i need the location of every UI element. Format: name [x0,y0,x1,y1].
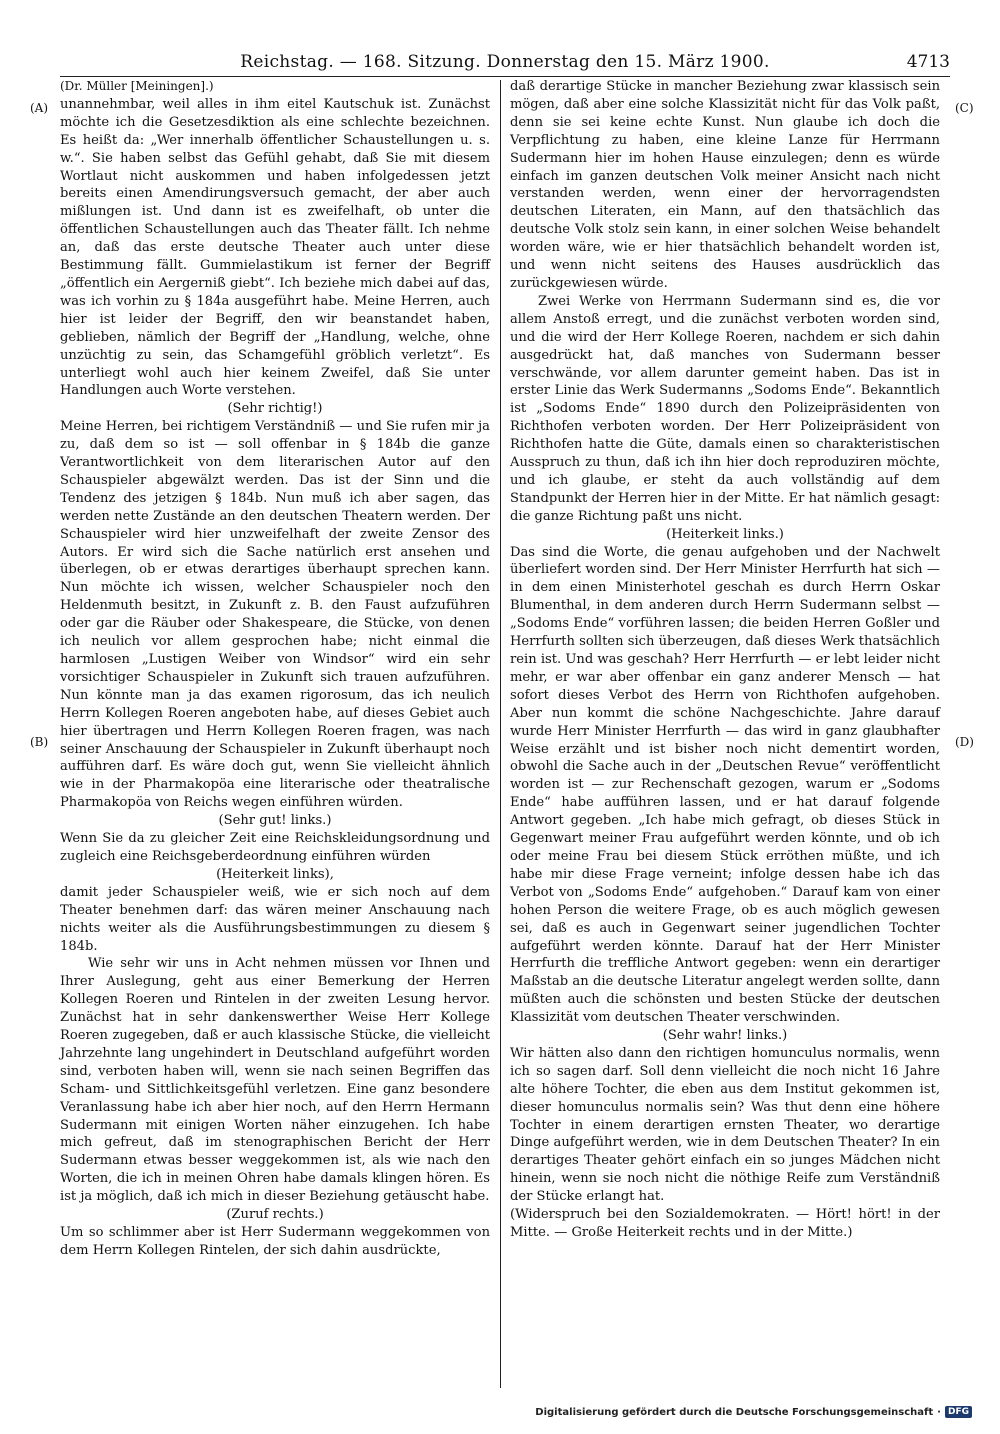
paragraph: unannehmbar, weil alles in ihm eitel Kautschuk ist. Zunächst möchte ich die Gesetzesdiktion als eine schlechte bezeichnen. Es heißt da: „Wer innerhalb öffentlicher Schaustellungen u. s. w.“. Sie haben selbst das Gefühl gehabt, daß Sie mit diesem Wortlaut nicht auskommen und haben infolgedessen jetzt bereits einen Amendirungsversuch gemacht, der aber auch mißlungen ist. Und dann ist es zweifelhaft, ob unter die öffentlichen Schaustellungen auch das Theater fällt. Ich nehme an, daß das erste deutsche Theater auch unter diese Bestimmung fällt. Gummielastikum ist ferner der Begriff „öffentlich ein Aergerniß giebt“. Ich beziehe mich dabei auf das, was ich vorhin zu § 184a ausgeführt habe. Meine Herren, auch hier ist leider der Begriff, den wir beanstandet haben, geblieben, nämlich der Begriff der „Handlung, welche, ohne unzüchtig zu sein, das Schamgefühl gröblich verletzt“. Es unterliegt wohl auch hier keinem Zweifel, daß Sie unter Handlungen auch Worte verstehen. [60,96,490,399]
page-title: Reichstag. — 168. Sitzung. Donnerstag den 15. März 1900. [240,52,770,72]
interjection: (Heiterkeit links.) [666,526,784,542]
dfg-logo-icon: DFG [945,1406,972,1418]
interjection: (Zuruf rechts.) [226,1207,324,1223]
paragraph: damit jeder Schauspieler weiß, wie er sich noch auf dem Theater benehmen darf: das wären meiner Anschauung nach nichts weiter als die Ausführungsbestimmungen zu diesem § 184b. [60,884,490,954]
margin-marker-c: (C) [955,101,974,115]
margin-marker-a: (A) [30,101,49,115]
margin-marker-b: (B) [30,735,49,749]
page-number: 4713 [906,52,950,72]
left-column [60,78,490,1260]
paragraph: Das sind die Worte, die genau aufgehoben und der Nachwelt überliefert worden sind. Der Herr Minister Herrfurth hat sich — in dem einen Ministerhotel geschah es durch Herrn Oskar Blumenthal, in dem anderen durch Herrn Sudermann selbst — „Sodoms Ende“ vorführen lassen; die beiden Herren Goßler und Herrfurth sollten sich überzeugen, daß dieses Werk thatsächlich rein ist. Und was geschah? Herr Herrfurth — er lebt leider nicht mehr, er war aber offenbar ein ganz anderer Mensch — hat sofort dieses Verbot des Herrn von Richthofen aufgehoben. Aber nun kommt die schöne Nachgeschichte. Jahre darauf wurde Herr Minister Herrfurth — das wird in ganz glaubhafter Weise erzählt und ist bisher noch nicht dementirt worden, obwohl die Sache auch in der „Deutschen Revue“ veröffentlicht worden ist — zur Rechenschaft gezogen, warum er „Sodoms Ende“ habe aufführen lassen, und er hat darauf folgende Antwort gegeben. „Ich habe mich gefragt, ob dieses Stück in Gegenwart meiner Frau aufgeführt werden könnte, und ob ich oder meine Frau bei diesem Stück erröthen müßte, und ich habe mir diese Frage verneint; infolge dessen habe ich das Verbot von „Sodoms Ende“ aufgehoben.“ Darauf kam von einer hohen Person die weitere Frage, ob es auch möglich gewesen sei, daß es auch in Gegenwart seiner jugendlichen Tochter aufgeführt werden könnte. Darauf hat der Herr Minister Herrfurth die treffliche Antwort gegeben: wenn ein derartiger Maßstab an die deutsche Literatur angelegt werden sollte, dann müßten auch die schönsten und besten Stücke der deutschen Klassizität vom deutschen Theater verschwinden. [510,544,940,1026]
paragraph: Wie sehr wir uns in Acht nehmen müssen vor Ihnen und Ihrer Auslegung, geht aus einer Bemerkung der Herren Kollegen Roeren und Rintelen in der zweiten Lesung hervor. Zunächst hat in sehr dankenswerther Weise Herr Kollege Roeren zugegeben, daß er auch klassische Stücke, die vielleicht Jahrzehnte lang ungehindert in Deutschland aufgeführt worden sind, verboten haben will, wenn sie nach seinen Begriffen das Scham- und Sittlichkeitsgefühl verletzen. Eine ganz besondere Veranlassung habe ich aber hier noch, auf den Herrn Hermann Sudermann mit einigen Worten näher einzugehen. Ich habe mich gefreut, daß im stenographischen Bericht der Herr Sudermann etwas besser weggekommen ist, als wie nach den Worten, die ich in meinen Ohren habe damals klingen hören. Es ist ja möglich, daß ich mich in dieser Beziehung getäuscht habe. [60,956,490,1205]
credit-text: Digitalisierung gefördert durch die Deutsche Forschungsgemeinschaft [535,1406,934,1418]
interjection: (Heiterkeit links), [216,866,334,882]
paragraph: (Widerspruch bei den Sozialdemokraten. — Hört! hört! in der Mitte. — Große Heiterkeit rechts und in der Mitte.) [510,1207,940,1240]
paragraph: Wenn Sie da zu gleicher Zeit eine Reichskleidungsordnung und zugleich eine Reichsgeberdeordnung einführen würden [60,831,490,864]
column-divider [500,80,501,1388]
paragraph: Um so schlimmer aber ist Herr Sudermann weggekommen von dem Herrn Kollegen Rintelen, der sich dahin ausdrückte, [60,1225,490,1258]
digitization-credit: Digitalisierung gefördert durch die Deutsche Forschungsgemeinschaft · DFG [535,1404,972,1420]
margin-marker-d: (D) [955,735,974,749]
interjection: (Sehr wahr! links.) [662,1028,788,1044]
paragraph: (Dr. Müller [Meiningen].) [60,79,214,93]
paragraph: Zwei Werke von Herrmann Sudermann sind es, die vor allem Anstoß erregt, und die zunächst verboten worden sind, und die wird der Herr Kollege Roeren, nachdem er sich dahin ausgedrückt hat, daß manches von Sudermann besser verschwände, vor allem darunter gemeint haben. Das ist in erster Linie das Werk Sudermanns „Sodoms Ende“. Bekanntlich ist „Sodoms Ende“ 1890 durch den Polizeipräsidenten von Richthofen verboten worden. Der Herr Polizeipräsident von Richthofen hatte die Güte, damals einen so charakteristischen Ausspruch zu thun, daß ich ihn hier doch reproduziren möchte, und ich glaube, er steht da auch vollständig auf dem Standpunkt der Herren hier in der Mitte. Er hat nämlich gesagt: die ganze Richtung paßt uns nicht. [510,293,940,524]
interjection: (Sehr richtig!) [227,401,323,417]
paragraph: Meine Herren, bei richtigem Verständniß — und Sie rufen mir ja zu, daß dem so ist — soll offenbar in § 184b die ganze Verantwortlichkeit von dem literarischen Autor auf den Schauspieler abgewälzt werden. Das ist der Sinn und die Tendenz des jetzigen § 184b. Nun muß ich aber sagen, das werden nette Zustände an den deutschen Theatern werden. Der Schauspieler wird hier unzweifelhaft der zweite Zensor des Autors. Er wird sich die Sache natürlich erst ansehen und überlegen, ob er etwas derartiges überhaupt sprechen kann. Nun möchte ich wissen, welcher Schauspieler noch den Heldenmuth besitzt, in Zukunft z. B. den Faust aufzuführen oder gar die Räuber oder Shakespeare, die Stücke, von denen ich neulich vor allem gesprochen habe; nicht einmal die harmlosen „Lustigen Weiber von Windsor“ wird ein sehr vorsichtiger Schauspieler in Zukunft sich trauen aufzuführen. Nun könnte man ja das examen rigorosum, das ich neulich Herrn Kollegen Roeren angeboten habe, auf dieses Gebiet auch hier übertragen und Herrn Kollegen Roeren fragen, was nach seiner Anschauung der Schauspieler in Zukunft überhaupt noch aufführen darf. Es wäre doch gut, wenn Sie vielleicht ähnlich wie in der Pharmakopöa eine literarische oder theatralische Pharmakopöa von Reichs wegen einführen würden. [60,419,490,811]
page-header [60,50,950,77]
paragraph: Wir hätten also dann den richtigen homunculus normalis, wenn ich so sagen darf. Soll denn vielleicht die noch nicht 16 Jahre alte höhere Tochter, die eben aus dem Institut gekommen ist, dieser homunculus normalis sein? Was thut denn eine höhere Tochter in einem derartigen ernsten Theater, wo derartige Dinge aufgeführt werden, wie in dem Deutschen Theater? In ein derartiges Theater gehört einfach ein so junges Mädchen nicht hinein, wenn sie noch nicht die nöthige Reife zum Verständniß der Stücke erlangt hat. [510,1045,940,1205]
right-column [510,78,940,1242]
interjection: (Sehr gut! links.) [218,813,332,829]
paragraph: daß derartige Stücke in mancher Beziehung zwar klassisch sein mögen, daß aber eine solche Klassizität nicht für das Volk paßt, denn sie sei keine echte Kunst. Nun glaube ich doch die Verpflichtung zu haben, eine kleine Lanze für Herrmann Sudermann hier im hohen Hause einzulegen; denn es würde einfach im ganzen deutschen Volk meiner Ansicht nach nicht verstanden werden, wenn einer der hervorragendsten deutschen Literaten, ein Mann, auf den thatsächlich das deutsche Volk stolz sein kann, in einer solchen Weise behandelt worden wäre, wie er hier thatsächlich behandelt worden ist, und wenn nicht seitens des Hauses ausdrücklich das zurückgewiesen würde. [510,79,940,291]
